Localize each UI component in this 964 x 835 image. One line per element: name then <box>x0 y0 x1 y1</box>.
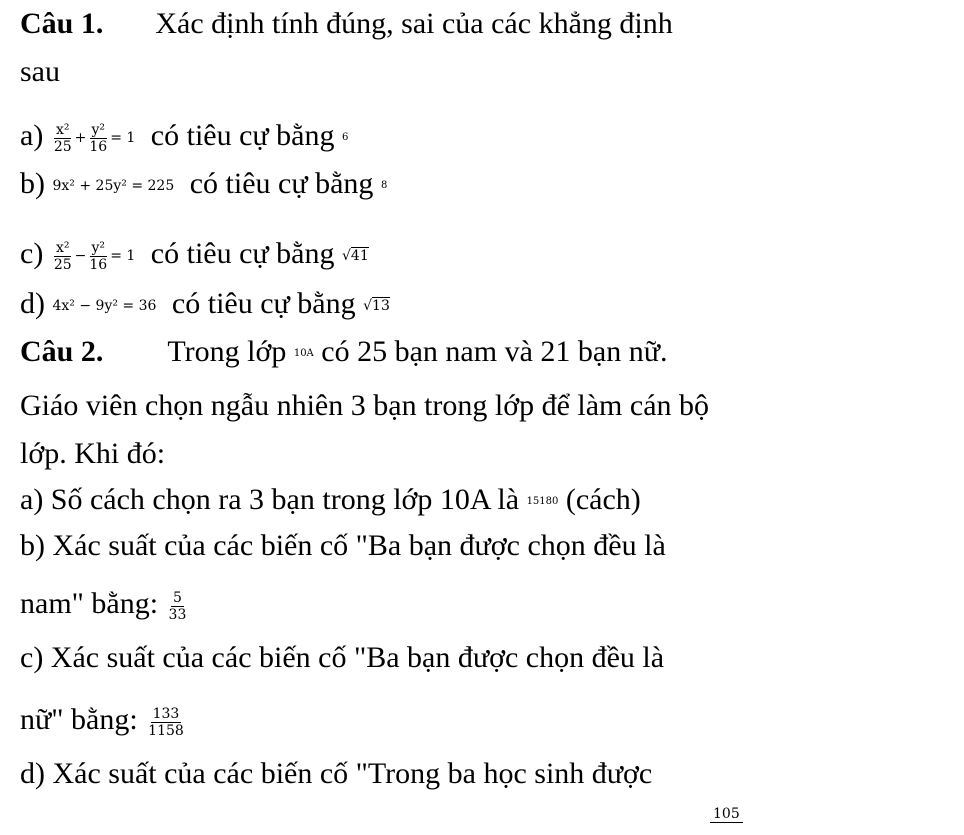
item-letter: b) <box>20 167 45 200</box>
class-name: 10A <box>293 348 314 360</box>
item-text: nữ" bằng: <box>20 703 138 736</box>
equation-rhs: = 1 <box>110 248 136 265</box>
square-root: √41 <box>342 248 369 265</box>
item-value: 8 <box>380 180 388 192</box>
fraction: $\frac{\text{x²}}{25}$ <box>53 121 72 155</box>
item-text: có tiêu cự bằng <box>189 167 374 200</box>
question-1-prompt: Xác định tính đúng, sai của các khẳng định <box>155 7 673 40</box>
fraction: $\frac{133}{1158}$ <box>148 705 184 739</box>
q2-text: có 25 bạn nam và 21 bạn nữ. <box>321 335 668 368</box>
fraction: $\frac{\text{y²}}{16}$ <box>89 239 108 273</box>
partial-fraction-numerator: 105 <box>710 806 743 823</box>
item-text: có tiêu cự bằng <box>150 119 335 152</box>
item-letter: c) <box>20 237 44 270</box>
question-1-heading <box>20 6 673 42</box>
equation: 9x² + 25y² = 225 <box>52 178 175 195</box>
question-1-label: Câu 1. <box>20 7 104 40</box>
q2-line-2: Giáo viên chọn ngẫu nhiên 3 bạn trong lớp để làm cán bộ <box>20 389 710 422</box>
equation: 4x² − 9y² = 36 <box>52 298 157 315</box>
item-value: 15180 <box>526 496 559 508</box>
item-unit: (cách) <box>565 483 641 516</box>
q2-item-a <box>20 482 641 520</box>
q1-item-c <box>20 236 369 274</box>
q1-item-a <box>20 118 348 156</box>
q2-line-3: lớp. Khi đó: <box>20 437 166 470</box>
fraction: $\frac{\text{y²}}{16}$ <box>89 121 108 155</box>
item-text: a) Số cách chọn ra 3 bạn trong lớp 10A là <box>20 483 520 516</box>
item-value: 13 <box>372 298 390 315</box>
fraction: $\frac{\text{x²}}{25}$ <box>53 239 72 273</box>
q2-item-d-line1: d) Xác suất của các biến cố "Trong ba học sinh được <box>20 757 653 790</box>
q2-item-c-line2 <box>20 702 187 739</box>
square-root: √13 <box>363 298 390 315</box>
operator: + <box>74 130 87 147</box>
q2-text: Trong lớp <box>167 335 287 368</box>
item-text: có tiêu cự bằng <box>150 237 335 270</box>
item-letter: d) <box>20 287 45 320</box>
question-2-label: Câu 2. <box>20 335 104 368</box>
item-value: 6 <box>342 132 349 144</box>
q2-item-c-line1: c) Xác suất của các biến cố "Ba bạn được chọn đều là <box>20 641 665 674</box>
item-text: nam" bằng: <box>20 587 159 620</box>
q1-item-b <box>20 166 387 204</box>
question-1-prompt-cont: sau <box>20 55 60 88</box>
q2-item-b-line1: b) Xác suất của các biến cố "Ba bạn được chọn đều là <box>20 529 666 562</box>
q1-item-d <box>20 286 390 324</box>
operator: − <box>74 248 87 265</box>
q2-item-b-line2 <box>20 586 189 623</box>
question-2-heading <box>20 334 667 372</box>
fraction: $\frac{5}{33}$ <box>168 589 187 623</box>
item-letter: a) <box>20 119 44 152</box>
equation-rhs: = 1 <box>110 130 136 147</box>
item-text: có tiêu cự bằng <box>171 287 356 320</box>
item-value: 41 <box>350 248 369 265</box>
